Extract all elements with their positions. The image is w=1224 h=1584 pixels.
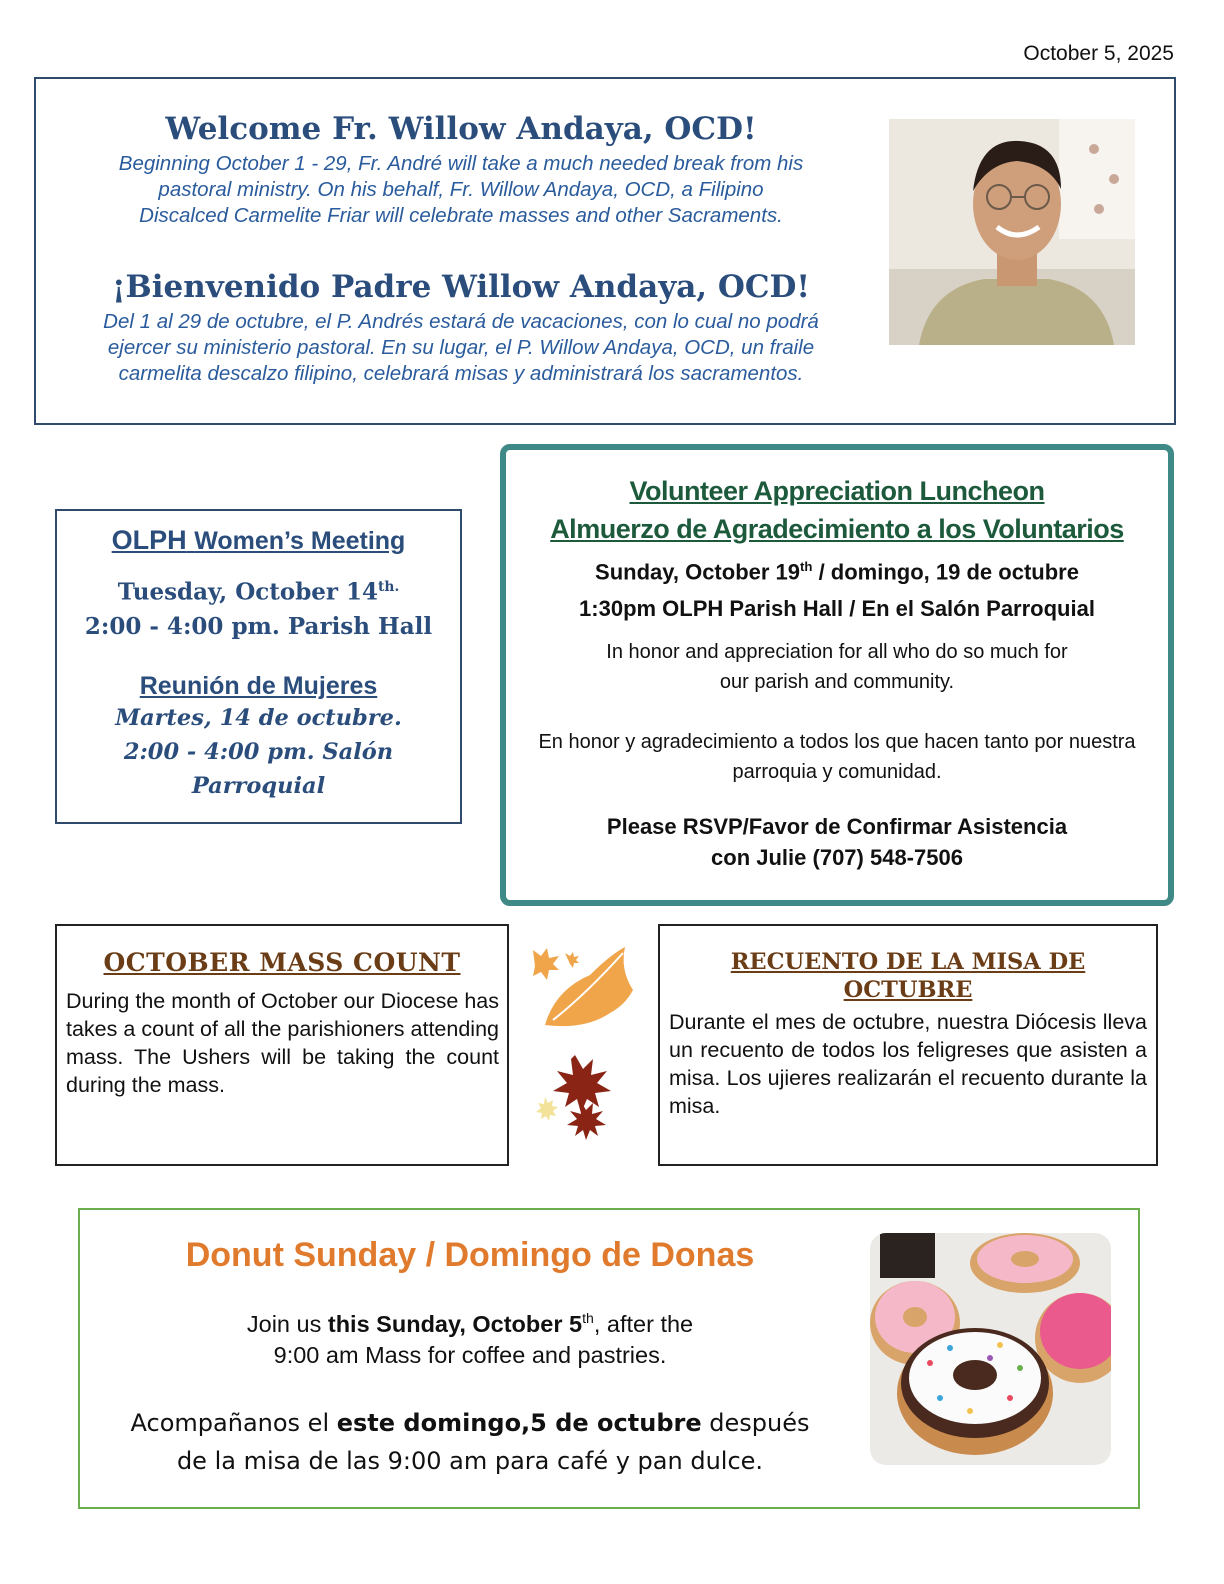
donut-en-sup: th (582, 1310, 594, 1326)
recuento-title-line: RECUENTO DE LA MISA DE (730, 949, 1086, 975)
mass-count-title: OCTOBER MASS COUNT (103, 948, 461, 977)
bulletin-date: October 5, 2025 (1023, 42, 1174, 65)
recuento-box (658, 924, 1158, 1166)
donut-en-b: this Sunday, October 5 (327, 1310, 583, 1337)
welcome-body-en-line: Beginning October 1 - 29, Fr. André will take a much needed break from his (118, 152, 804, 175)
womens-meeting-date-text: Tuesday, October 14 (117, 578, 379, 606)
welcome-title-en: Welcome Fr. Willow Andaya, OCD! (165, 111, 757, 147)
womens-meeting-title-rest: Women’s Meeting (194, 527, 406, 555)
donut-es-a: Acompañanos el (130, 1409, 337, 1437)
welcome-body-es (36, 309, 886, 387)
donut-sunday-title: Donut Sunday / Domingo de Donas (185, 1236, 755, 1274)
volunteer-honor-en-line: In honor and appreciation for all who do so much for (606, 641, 1068, 664)
womens-meeting-date-sup: th. (378, 579, 400, 595)
donut-es-c: después (701, 1409, 810, 1437)
womens-meeting-title-olph: OLPH (111, 525, 187, 555)
volunteer-honor-es-line: En honor y agradecimiento a todos los que hacen tanto por nuestra (538, 731, 1136, 754)
donut-sunday-es-line1 (80, 1404, 860, 1442)
womens-meeting-time-en: 2:00 - 4:00 pm. Parish Hall (84, 612, 433, 640)
volunteer-honor-en-line: our parish and community. (719, 671, 955, 694)
welcome-body-en-line: Discalced Carmelite Friar will celebrate masses and other Sacraments. (139, 204, 783, 227)
volunteer-rsvp (506, 811, 1168, 873)
mass-count-box (55, 924, 509, 1166)
volunteer-time-place: 1:30pm OLPH Parish Hall / En el Salón Parroquial (579, 596, 1095, 622)
donut-sunday-en-line1 (80, 1303, 860, 1340)
autumn-leaves-icon (525, 935, 640, 1150)
volunteer-date-a: Sunday, October 19 (595, 559, 801, 585)
donut-sunday-en-line2: 9:00 am Mass for coffee and pastries. (273, 1341, 667, 1368)
volunteer-honor-es-line: parroquia y comunidad. (732, 761, 942, 784)
donut-sunday-es-line2: de la misa de las 9:00 am para café y pan dulce. (176, 1447, 764, 1475)
recuento-title (660, 948, 1156, 1004)
welcome-title-es: ¡Bienvenido Padre Willow Andaya, OCD! (111, 269, 811, 305)
volunteer-rsvp-line: Please RSVP/Favor de Confirmar Asistencia (606, 814, 1068, 840)
donut-en-a: Join us (246, 1310, 328, 1337)
reunion-date: Martes, 14 de octubre. (115, 704, 402, 731)
welcome-box (34, 77, 1176, 425)
volunteer-luncheon-box (500, 444, 1174, 906)
mass-count-body: During the month of October our Diocese has takes a count of all the parishioners attending mass. The Ushers will be taking the count during the mass. (66, 989, 499, 1097)
womens-meeting-date-en (57, 570, 460, 610)
welcome-body-es-line: carmelita descalzo filipino, celebrará misas y administrará los sacramentos. (118, 362, 804, 385)
volunteer-date-b: / domingo, 19 de octubre (812, 559, 1079, 585)
volunteer-honor-es (506, 727, 1168, 787)
womens-meeting-box (55, 509, 462, 824)
donut-sunday-es (80, 1404, 860, 1480)
recuento-body: Durante el mes de octubre, nuestra Diócesis lleva un recuento de todos los feligreses que asisten a misa. Los ujieres realizarán el recuento durante la misa. (669, 1010, 1147, 1118)
volunteer-title-en: Volunteer Appreciation Luncheon (629, 476, 1045, 506)
womens-meeting-title (57, 525, 460, 556)
recuento-title-line: OCTUBRE (843, 977, 973, 1003)
welcome-body-es-line: Del 1 al 29 de octubre, el P. Andrés estará de vacaciones, con lo cual no podrá (103, 310, 819, 333)
volunteer-title-es: Almuerzo de Agradecimiento a los Voluntarios (550, 514, 1124, 544)
priest-photo (889, 119, 1135, 345)
volunteer-date-sup: th (800, 559, 813, 574)
volunteer-date (506, 548, 1168, 590)
donut-sunday-box (78, 1208, 1140, 1509)
volunteer-rsvp-phone: con Julie (707) 548-7506 (711, 845, 963, 871)
volunteer-honor-en (506, 637, 1168, 697)
reunion-title: Reunión de Mujeres (139, 671, 378, 700)
welcome-body-es-line: ejercer su ministerio pastoral. En su lugar, el P. Willow Andaya, OCD, un fraile (107, 336, 815, 359)
welcome-body-en-line: pastoral ministry. On his behalf, Fr. Willow Andaya, OCD, a Filipino (158, 178, 764, 201)
welcome-body-en (36, 151, 886, 229)
donuts-photo (870, 1233, 1111, 1465)
donut-es-b: este domingo,5 de octubre (336, 1409, 702, 1437)
reunion-time: 2:00 - 4:00 pm. Salón Parroquial (123, 738, 394, 799)
donut-en-c: , after the (593, 1310, 694, 1337)
donut-sunday-en (80, 1303, 860, 1371)
